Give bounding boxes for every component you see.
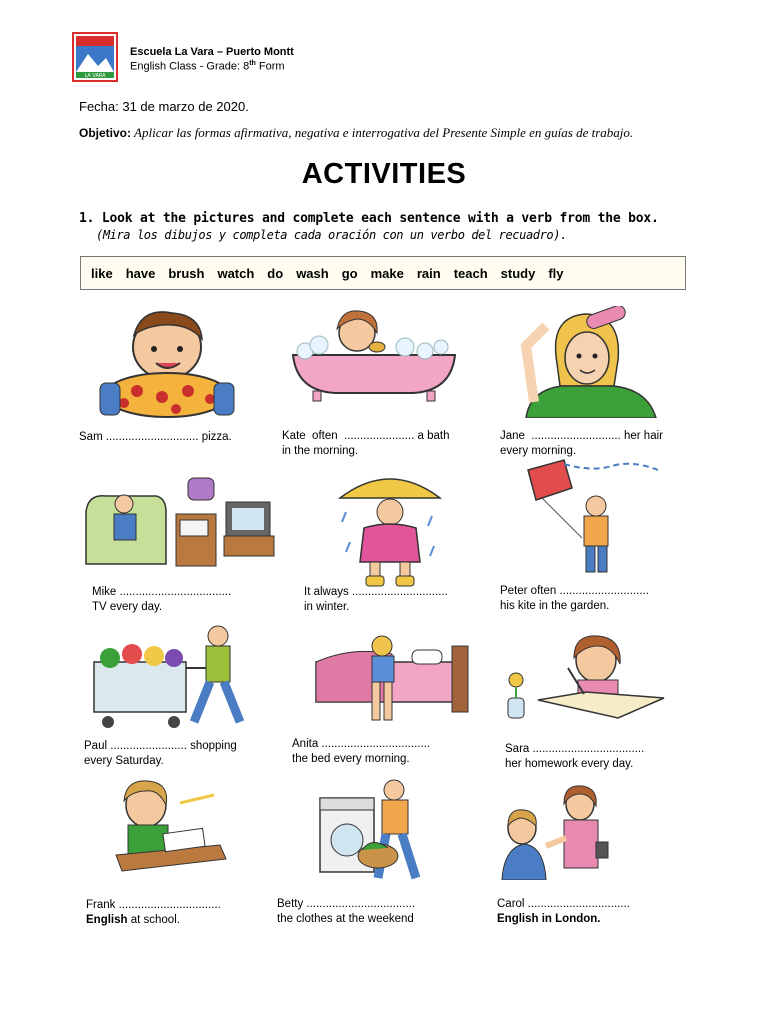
girl-brushing-hair-illustration xyxy=(506,306,666,418)
instruction: 1. Look at the pictures and complete each sentence with a verb from the box. xyxy=(79,211,659,226)
teacher-and-student-illustration xyxy=(500,782,630,880)
caption-rain: It always .............................. in winter. xyxy=(304,586,448,613)
instruction-spanish: (Mira los dibujos y completa cada oración con un verbo del recuadro). xyxy=(96,228,567,242)
caption-sam: Sam ............................. pizza. xyxy=(79,431,232,443)
caption-carol: Carol ................................ English in London. xyxy=(497,898,630,925)
girl-bath-illustration xyxy=(285,305,463,405)
objective xyxy=(79,125,707,141)
caption-mike: Mike ................................... TV every day. xyxy=(92,586,232,613)
girl-doing-homework-illustration xyxy=(502,632,670,724)
girl-rain-umbrella-illustration xyxy=(334,472,446,588)
word-item: go xyxy=(341,265,358,281)
word-item: rain xyxy=(416,265,441,281)
woman-washing-clothes-illustration xyxy=(316,778,444,884)
class-line: English Class - Grade: 8th Form xyxy=(130,60,285,73)
word-box xyxy=(80,256,686,290)
word-item: have xyxy=(125,265,156,281)
boy-eating-pizza-illustration xyxy=(92,305,242,423)
caption-kate: Kate often ...................... a bath in the morning. xyxy=(282,430,450,457)
school-name: Escuela La Vara – Puerto Montt xyxy=(130,46,294,58)
girl-making-bed-illustration xyxy=(312,632,476,726)
word-item: teach xyxy=(453,265,488,281)
date-line: Fecha: 31 de marzo de 2020. xyxy=(79,99,249,114)
page-title: ACTIVITIES xyxy=(301,158,467,190)
boy-studying-illustration xyxy=(110,775,230,885)
word-item: wash xyxy=(296,265,329,281)
word-item: like xyxy=(91,265,113,281)
man-shopping-cart-illustration xyxy=(90,622,258,730)
word-item: make xyxy=(370,265,404,281)
school-header xyxy=(72,32,632,84)
caption-anita: Anita .................................. the bed every morning. xyxy=(292,738,431,765)
caption-frank: Frank ................................ English at school. xyxy=(86,899,221,926)
caption-betty: Betty .................................. the clothes at the weekend xyxy=(277,898,416,925)
objective-label: Objetivo: xyxy=(79,126,132,140)
caption-paul: Paul ........................ shopping every Saturday. xyxy=(84,740,237,767)
caption-sara: Sara ................................... her homework every day. xyxy=(505,743,645,770)
word-item: watch xyxy=(217,265,255,281)
caption-peter: Peter often ............................ his kite in the garden. xyxy=(500,585,649,612)
word-item: do xyxy=(267,265,284,281)
word-item: fly xyxy=(548,265,564,281)
logo-text: LA VARA xyxy=(84,73,106,79)
school-logo xyxy=(72,32,118,82)
word-item: study xyxy=(500,265,536,281)
objective-text: Aplicar las formas afirmativa, negativa e interrogativa del Presente Simple en guías de trabajo. xyxy=(131,125,634,140)
boy-watching-tv-illustration xyxy=(84,472,280,572)
caption-jane: Jane ............................ her hair every morning. xyxy=(500,430,663,457)
boy-flying-kite-illustration xyxy=(512,458,662,576)
word-item: brush xyxy=(168,265,205,281)
